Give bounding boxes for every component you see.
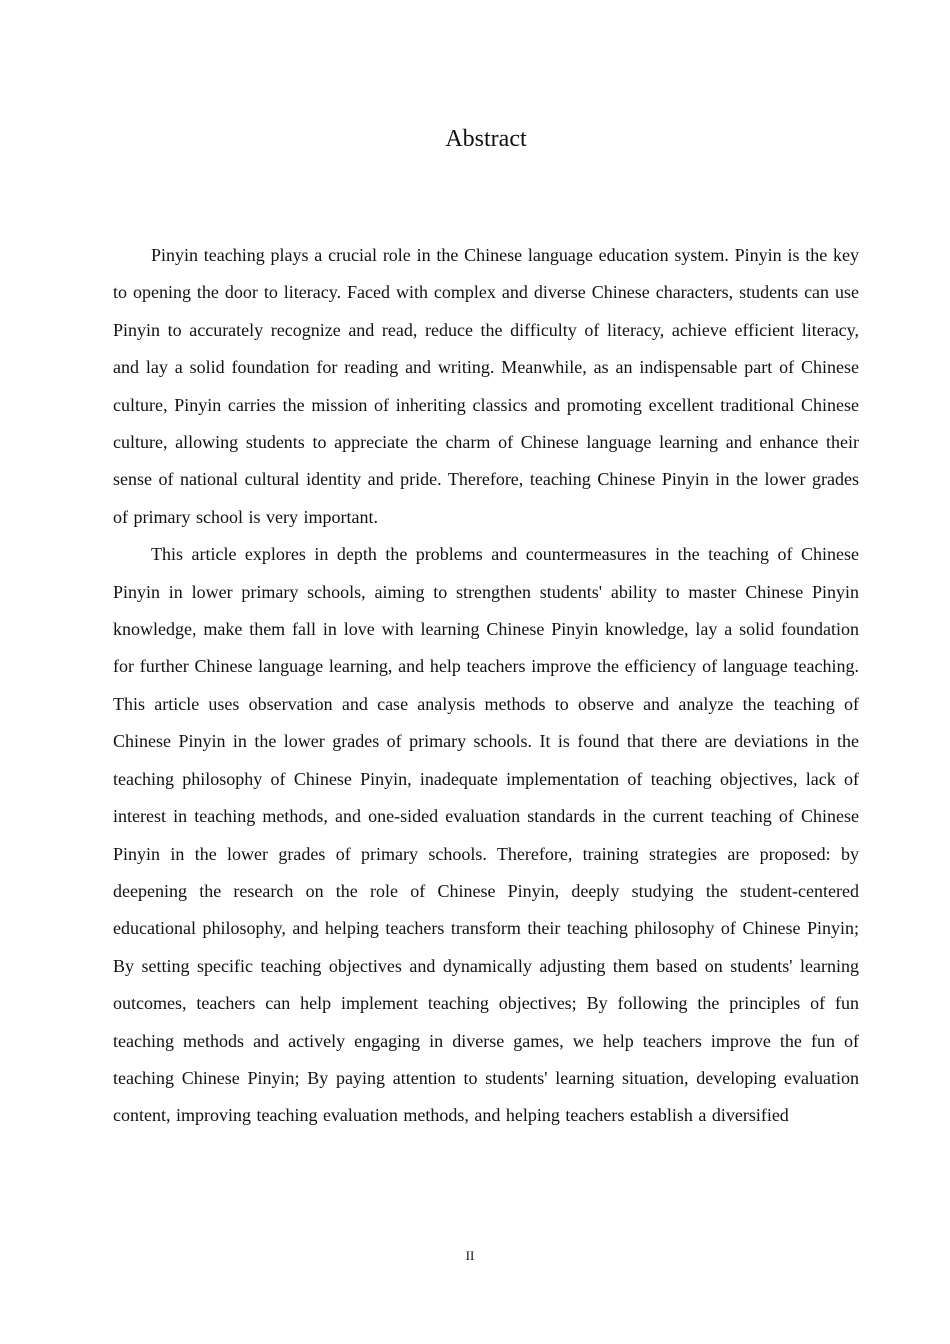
abstract-title: Abstract bbox=[445, 126, 527, 152]
abstract-paragraph-1: Pinyin teaching plays a crucial role in the Chinese language education system. Pinyin is the key to opening the door to literacy. Faced with complex and diverse Chinese characters, students can use Pinyin to accurately recognize and read, reduce the difficulty of literacy, achieve efficient literacy, and lay a solid foundation for reading and writing. Meanwhile, as an indispensable part of Chinese culture, Pinyin carries the mission of inheriting classics and promoting excellent traditional Chinese culture, allowing students to appreciate the charm of Chinese language learning and enhance their sense of national cultural identity and pride. Therefore, teaching Chinese Pinyin in the lower grades of primary school is very important. bbox=[113, 245, 859, 527]
abstract-paragraph-2: This article explores in depth the problems and countermeasures in the teaching of Chinese Pinyin in lower primary schools, aiming to strengthen students' ability to master Chinese Pinyin knowledge, make them fall in love with learning Chinese Pinyin knowledge, lay a solid foundation for further Chinese language learning, and help teachers improve the efficiency of language teaching. This article uses observation and case analysis methods to observe and analyze the teaching of Chinese Pinyin in the lower grades of primary schools. It is found that there are deviations in the teaching philosophy of Chinese Pinyin, inadequate implementation of teaching objectives, lack of interest in teaching methods, and one-sided evaluation standards in the current teaching of Chinese Pinyin in the lower grades of primary schools. Therefore, training strategies are proposed: by deepening the research on the role of Chinese Pinyin, deeply studying the student-centered educational philosophy, and helping teachers transform their teaching philosophy of Chinese Pinyin; By setting specific teaching objectives and dynamically adjusting them based on students' learning outcomes, teachers can help implement teaching objectives; By following the principles of fun teaching methods and actively engaging in diverse games, we help teachers improve the fun of teaching Chinese Pinyin; By paying attention to students' learning situation, developing evaluation content, improving teaching evaluation methods, and helping teachers establish a diversified bbox=[113, 544, 859, 1126]
page-number: II bbox=[465, 1248, 475, 1263]
abstract-body bbox=[113, 237, 859, 1135]
